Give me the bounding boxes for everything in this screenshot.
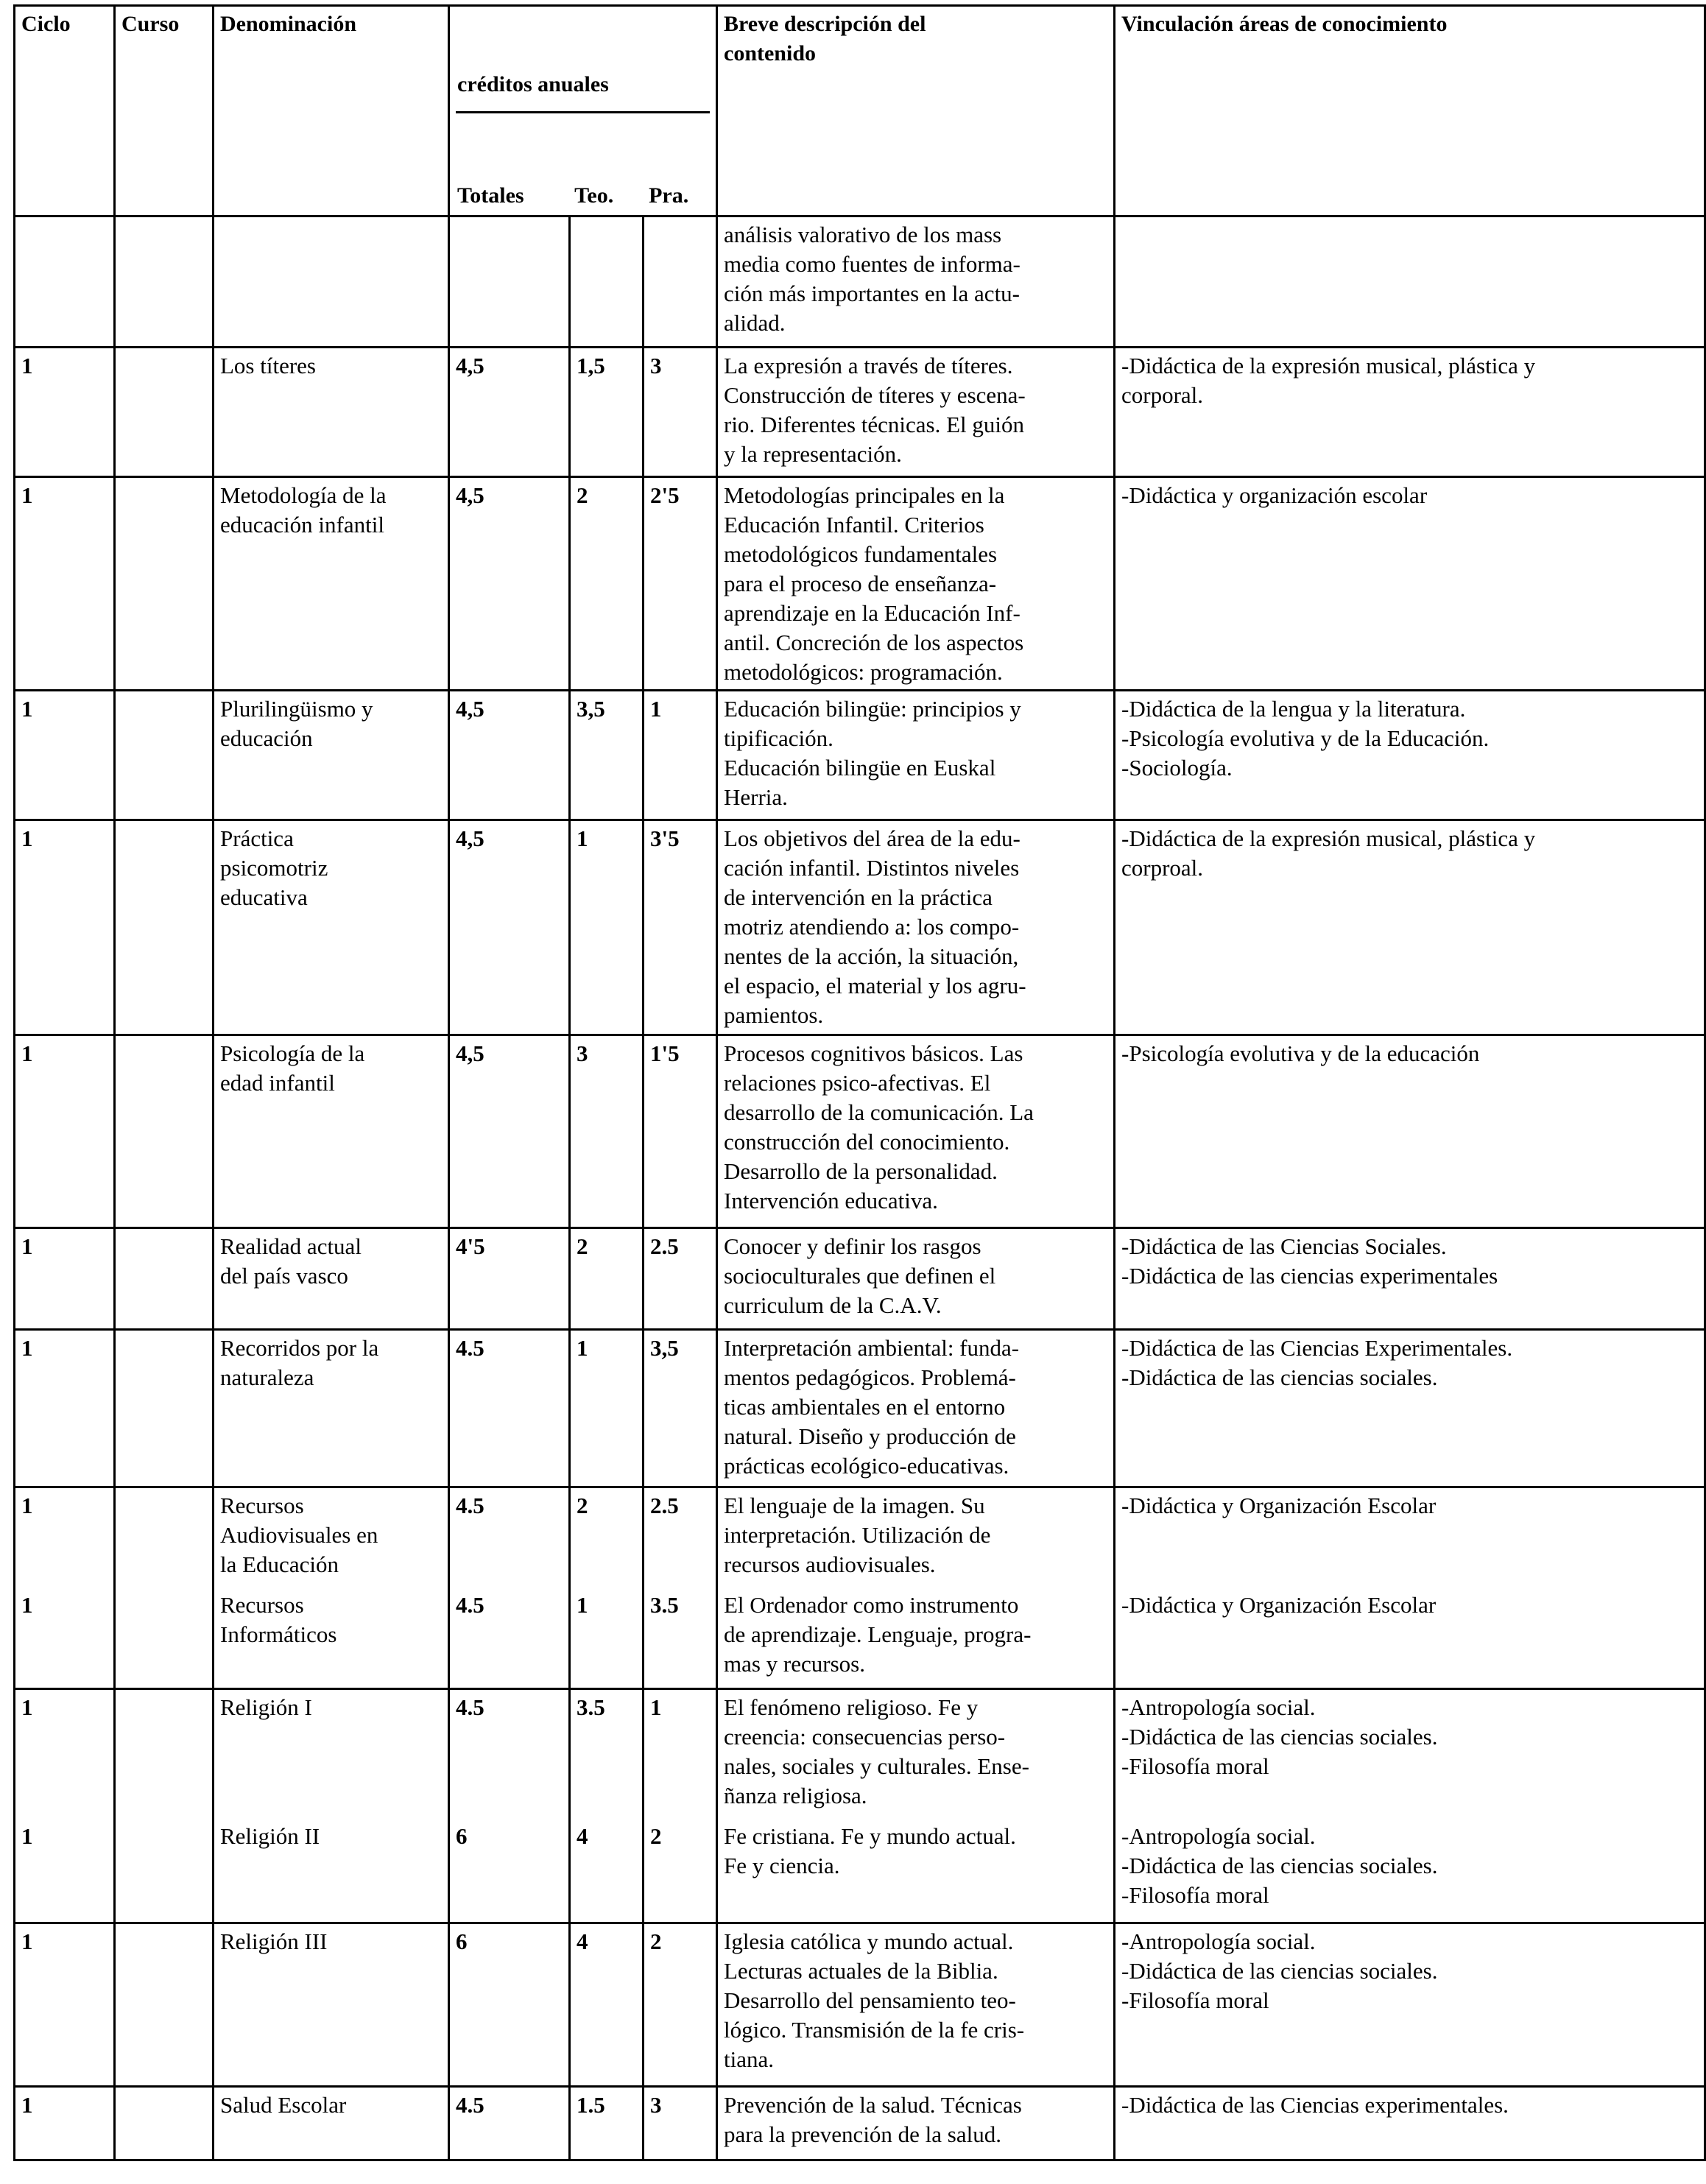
cell-teo: 3.5 <box>570 1689 644 1819</box>
cell-ciclo: 1 <box>15 477 115 691</box>
cell-curso <box>115 1588 214 1689</box>
cell-denominacion: Metodología de la educación infantil <box>214 477 449 691</box>
cell-totales: 4'5 <box>449 1228 570 1330</box>
cell-teo: 4 <box>570 1923 644 2087</box>
table-row <box>15 1819 1705 1923</box>
cell-curso <box>115 1923 214 2087</box>
cell-totales: 4,5 <box>449 477 570 691</box>
cell-vinculacion: -Didáctica de la expresión musical, plástica y corporal. <box>1115 348 1705 477</box>
cell-ciclo: 1 <box>15 348 115 477</box>
header-descripcion: Breve descripción del contenido <box>717 6 1115 216</box>
table-row <box>15 348 1705 477</box>
header-pra: Pra. <box>649 183 689 208</box>
curriculum-table <box>13 4 1706 2161</box>
cell-pra: 2.5 <box>644 1228 717 1330</box>
cell-descripcion: El Ordenador como instrumento de aprendizaje. Lenguaje, progra- mas y recursos. <box>717 1588 1115 1689</box>
cell-vinculacion: -Antropología social. -Didáctica de las ciencias sociales. -Filosofía moral <box>1115 1923 1705 2087</box>
table-row <box>15 1330 1705 1487</box>
cell-vinculacion: -Didáctica de las Ciencias Experimentales. -Didáctica de las ciencias sociales. <box>1115 1330 1705 1487</box>
cell-descripcion: Prevención de la salud. Técnicas para la prevención de la salud. <box>717 2087 1115 2160</box>
cell-totales: 4,5 <box>449 820 570 1035</box>
header-vinculacion: Vinculación áreas de conocimiento <box>1115 6 1705 216</box>
cell-denominacion: Religión II <box>214 1819 449 1923</box>
cell-totales: 4.5 <box>449 1689 570 1819</box>
cell-descripcion: análisis valorativo de los mass media como fuentes de informa- ción más importantes en la actu- alidad. <box>717 216 1115 348</box>
cell-denominacion: Recursos Audiovisuales en la Educación <box>214 1487 449 1588</box>
cell-descripcion: El fenómeno religioso. Fe y creencia: consecuencias perso- nales, sociales y culturales. Ense- ñanza religiosa. <box>717 1689 1115 1819</box>
cell-denominacion: Los títeres <box>214 348 449 477</box>
cell-pra: 2 <box>644 1923 717 2087</box>
cell-curso <box>115 1035 214 1228</box>
cell-teo: 2 <box>570 477 644 691</box>
table-row <box>15 1588 1705 1689</box>
cell-curso <box>115 1487 214 1588</box>
cell-curso <box>115 2087 214 2160</box>
cell-teo: 3,5 <box>570 691 644 820</box>
cell-denominacion: Recorridos por la naturaleza <box>214 1330 449 1487</box>
cell-pra: 3 <box>644 2087 717 2160</box>
cell-ciclo: 1 <box>15 1588 115 1689</box>
cell-pra: 2 <box>644 1819 717 1923</box>
cell-totales: 4,5 <box>449 1035 570 1228</box>
cell-pra: 3 <box>644 348 717 477</box>
cell-ciclo: 1 <box>15 1228 115 1330</box>
cell-vinculacion: -Didáctica y Organización Escolar <box>1115 1487 1705 1588</box>
table-row <box>15 2087 1705 2160</box>
cell-descripcion: Educación bilingüe: principios y tipificación. Educación bilingüe en Euskal Herria. <box>717 691 1115 820</box>
cell-ciclo: 1 <box>15 1487 115 1588</box>
cell-teo: 3 <box>570 1035 644 1228</box>
cell-pra <box>644 216 717 348</box>
table-row <box>15 1035 1705 1228</box>
cell-curso <box>115 691 214 820</box>
cell-denominacion: Práctica psicomotriz educativa <box>214 820 449 1035</box>
cell-denominacion: Religión I <box>214 1689 449 1819</box>
cell-descripcion: Fe cristiana. Fe y mundo actual. Fe y ciencia. <box>717 1819 1115 1923</box>
cell-descripcion: El lenguaje de la imagen. Su interpretación. Utilización de recursos audiovisuales. <box>717 1487 1115 1588</box>
cell-ciclo: 1 <box>15 1035 115 1228</box>
cell-descripcion: La expresión a través de títeres. Construcción de títeres y escena- rio. Diferentes técnicas. El guión y la representación. <box>717 348 1115 477</box>
cell-pra: 1 <box>644 1689 717 1819</box>
cell-pra: 1'5 <box>644 1035 717 1228</box>
cell-teo <box>570 216 644 348</box>
cell-denominacion: Recursos Informáticos <box>214 1588 449 1689</box>
cell-totales: 4.5 <box>449 1588 570 1689</box>
cell-teo: 2 <box>570 1228 644 1330</box>
cell-vinculacion <box>1115 216 1705 348</box>
cell-totales: 4.5 <box>449 1330 570 1487</box>
cell-vinculacion: -Antropología social. -Didáctica de las ciencias sociales. -Filosofía moral <box>1115 1819 1705 1923</box>
cell-totales: 4.5 <box>449 2087 570 2160</box>
cell-descripcion: Metodologías principales en la Educación Infantil. Criterios metodológicos fundamentales para el proceso de enseñanza- aprendizaje en la Educación Inf- antil. Concreción de los aspectos metodológicos: programación. <box>717 477 1115 691</box>
header-creditos-label: créditos anuales <box>457 72 609 96</box>
cell-curso <box>115 216 214 348</box>
cell-curso <box>115 1228 214 1330</box>
document-page <box>13 4 1704 2161</box>
table-row <box>15 477 1705 691</box>
cell-teo: 1,5 <box>570 348 644 477</box>
cell-totales: 6 <box>449 1923 570 2087</box>
table-header-row <box>15 6 1705 216</box>
cell-denominacion: Salud Escolar <box>214 2087 449 2160</box>
cell-pra: 3,5 <box>644 1330 717 1487</box>
header-ciclo: Ciclo <box>15 6 115 216</box>
cell-vinculacion: -Didáctica y Organización Escolar <box>1115 1588 1705 1689</box>
table-row <box>15 820 1705 1035</box>
cell-pra: 3'5 <box>644 820 717 1035</box>
header-denominacion: Denominación <box>214 6 449 216</box>
cell-vinculacion: -Didáctica y organización escolar <box>1115 477 1705 691</box>
table-row <box>15 1228 1705 1330</box>
cell-denominacion: Religión III <box>214 1923 449 2087</box>
cell-descripcion: Los objetivos del área de la edu- cación infantil. Distintos niveles de intervención en la práctica motriz atendiendo a: los compo- nentes de la acción, la situación, el espacio, el material y los agru- pamientos. <box>717 820 1115 1035</box>
header-creditos-subheaders <box>450 181 716 211</box>
cell-vinculacion: -Psicología evolutiva y de la educación <box>1115 1035 1705 1228</box>
header-curso: Curso <box>115 6 214 216</box>
header-totales: Totales <box>457 183 524 208</box>
cell-denominacion: Realidad actual del país vasco <box>214 1228 449 1330</box>
cell-pra: 3.5 <box>644 1588 717 1689</box>
cell-descripcion: Procesos cognitivos básicos. Las relaciones psico-afectivas. El desarrollo de la comunicación. La construcción del conocimiento. Desarrollo de la personalidad. Intervención educativa. <box>717 1035 1115 1228</box>
table-row <box>15 1487 1705 1588</box>
cell-teo: 2 <box>570 1487 644 1588</box>
header-creditos-underline <box>456 111 710 113</box>
cell-curso <box>115 1330 214 1487</box>
table-row <box>15 691 1705 820</box>
cell-denominacion <box>214 216 449 348</box>
cell-totales: 6 <box>449 1819 570 1923</box>
table-row <box>15 216 1705 348</box>
cell-pra: 1 <box>644 691 717 820</box>
cell-ciclo: 1 <box>15 2087 115 2160</box>
header-teo: Teo. <box>574 183 614 208</box>
cell-curso <box>115 820 214 1035</box>
cell-denominacion: Plurilingüismo y educación <box>214 691 449 820</box>
cell-curso <box>115 477 214 691</box>
cell-ciclo <box>15 216 115 348</box>
cell-teo: 1 <box>570 1330 644 1487</box>
cell-totales <box>449 216 570 348</box>
cell-vinculacion: -Didáctica de las Ciencias Sociales. -Didáctica de las ciencias experimentales <box>1115 1228 1705 1330</box>
header-creditos <box>449 6 717 216</box>
cell-totales: 4,5 <box>449 348 570 477</box>
cell-totales: 4,5 <box>449 691 570 820</box>
cell-denominacion: Psicología de la edad infantil <box>214 1035 449 1228</box>
cell-descripcion: Interpretación ambiental: funda- mentos pedagógicos. Problemá- ticas ambientales en el entorno natural. Diseño y producción de prácticas ecológico-educativas. <box>717 1330 1115 1487</box>
cell-pra: 2.5 <box>644 1487 717 1588</box>
cell-vinculacion: -Didáctica de las Ciencias experimentales. <box>1115 2087 1705 2160</box>
cell-curso <box>115 1819 214 1923</box>
cell-ciclo: 1 <box>15 820 115 1035</box>
cell-teo: 4 <box>570 1819 644 1923</box>
cell-teo: 1.5 <box>570 2087 644 2160</box>
cell-teo: 1 <box>570 820 644 1035</box>
cell-descripcion: Iglesia católica y mundo actual. Lecturas actuales de la Biblia. Desarrollo del pensamiento teo- lógico. Transmisión de la fe cris- tiana. <box>717 1923 1115 2087</box>
cell-ciclo: 1 <box>15 1923 115 2087</box>
cell-ciclo: 1 <box>15 1330 115 1487</box>
cell-curso <box>115 1689 214 1819</box>
cell-teo: 1 <box>570 1588 644 1689</box>
cell-vinculacion: -Antropología social. -Didáctica de las ciencias sociales. -Filosofía moral <box>1115 1689 1705 1819</box>
cell-ciclo: 1 <box>15 1819 115 1923</box>
table-row <box>15 1689 1705 1819</box>
cell-ciclo: 1 <box>15 1689 115 1819</box>
cell-pra: 2'5 <box>644 477 717 691</box>
cell-vinculacion: -Didáctica de la lengua y la literatura. -Psicología evolutiva y de la Educación. -Sociología. <box>1115 691 1705 820</box>
table-row <box>15 1923 1705 2087</box>
cell-curso <box>115 348 214 477</box>
cell-vinculacion: -Didáctica de la expresión musical, plástica y corproal. <box>1115 820 1705 1035</box>
cell-descripcion: Conocer y definir los rasgos socioculturales que definen el curriculum de la C.A.V. <box>717 1228 1115 1330</box>
cell-ciclo: 1 <box>15 691 115 820</box>
cell-totales: 4.5 <box>449 1487 570 1588</box>
